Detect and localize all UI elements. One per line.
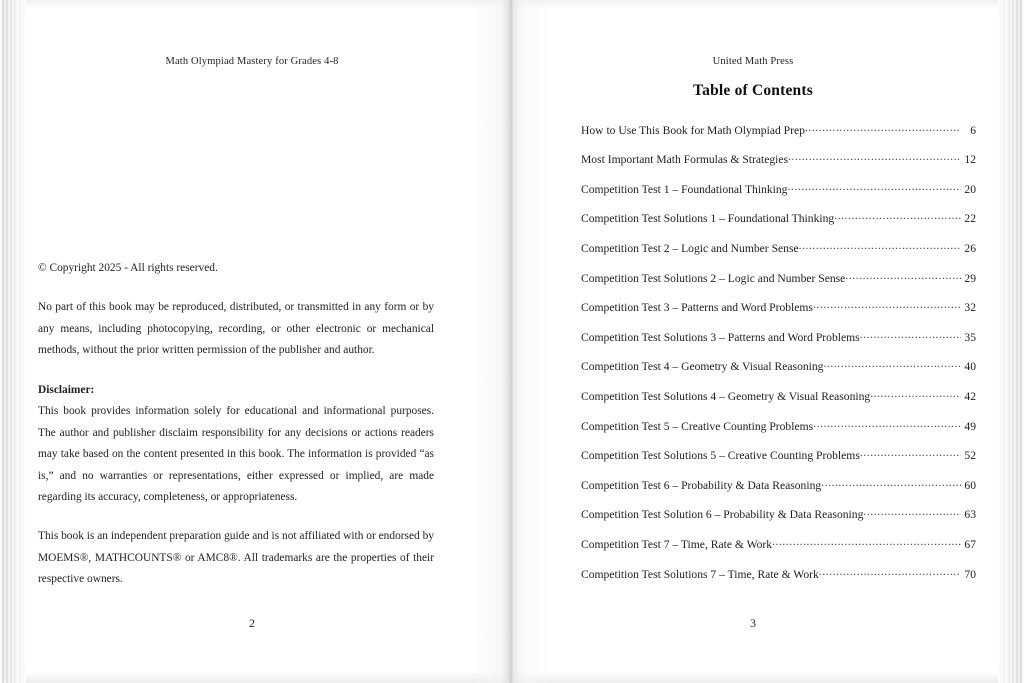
toc-entry-page-number: 70 bbox=[964, 567, 976, 581]
spacer bbox=[38, 362, 434, 380]
toc-dot-leader bbox=[772, 536, 961, 548]
toc-dot-leader bbox=[834, 211, 961, 223]
toc-entry-page-number: 60 bbox=[964, 478, 976, 492]
toc-entry-page-number: 40 bbox=[964, 360, 976, 374]
toc-entry-page-number: 67 bbox=[964, 537, 976, 551]
toc-entry-label: Competition Test Solutions 7 – Time, Rate & Work bbox=[581, 567, 819, 581]
toc-entry-page-number: 52 bbox=[964, 449, 976, 463]
toc-dot-leader bbox=[821, 477, 961, 489]
toc-entry[interactable] bbox=[581, 448, 976, 478]
left-page bbox=[26, 0, 510, 683]
toc-entry[interactable] bbox=[581, 418, 976, 448]
toc-entry-label: Competition Test 6 – Probability & Data Reasoning bbox=[581, 478, 822, 492]
toc-entry-page-number: 35 bbox=[964, 330, 976, 344]
toc-entry-label: Competition Test 5 – Creative Counting Problems bbox=[581, 419, 814, 433]
toc-entry[interactable] bbox=[581, 536, 976, 566]
toc-entry-label: Competition Test 2 – Logic and Number Sense bbox=[581, 241, 799, 255]
toc-dot-leader bbox=[845, 270, 961, 282]
toc-entry-page-number: 6 bbox=[970, 123, 976, 137]
toc-entry-label: Competition Test 1 – Foundational Thinking bbox=[581, 182, 788, 196]
disclaimer-paragraph: This book provides information solely for educational and informational purposes. The author and publisher disclaim responsibility for any decisions or actions readers may take based on the content presented in this book. The information is provided “as is,” and no warranties or representations, either expressed or implied, are made regarding its accuracy, completeness, or appropriateness. bbox=[38, 405, 434, 503]
toc-entry-label: Competition Test Solutions 4 – Geometry & Visual Reasoning bbox=[581, 389, 871, 403]
copyright-legal-block bbox=[38, 258, 434, 591]
spacer bbox=[38, 508, 434, 526]
toc-entry[interactable] bbox=[581, 359, 976, 389]
toc-dot-leader bbox=[799, 240, 961, 252]
toc-entry[interactable] bbox=[581, 329, 976, 359]
toc-entry[interactable] bbox=[581, 300, 976, 330]
toc-entry-label: Competition Test 4 – Geometry & Visual Reasoning bbox=[581, 360, 824, 374]
toc-entry[interactable] bbox=[581, 566, 976, 596]
rights-paragraph: No part of this book may be reproduced, distributed, or transmitted in any form or by any means, including photocopying, recording, or other electronic or mechanical methods, without the prior written permission of the publisher and author. bbox=[38, 301, 434, 357]
page-edge-left-stack bbox=[0, 0, 26, 683]
toc-dot-leader bbox=[863, 507, 961, 519]
table-of-contents-list bbox=[581, 122, 976, 596]
toc-dot-leader bbox=[813, 300, 961, 312]
toc-entry-page-number: 49 bbox=[964, 419, 976, 433]
toc-entry[interactable] bbox=[581, 477, 976, 507]
toc-entry[interactable] bbox=[581, 270, 976, 300]
toc-entry-page-number: 63 bbox=[964, 508, 976, 522]
toc-entry[interactable] bbox=[581, 152, 976, 182]
page-title: Table of Contents bbox=[693, 82, 813, 99]
toc-dot-leader bbox=[819, 566, 961, 578]
disclaimer-heading: Disclaimer: bbox=[38, 383, 95, 396]
toc-entry-label: Competition Test 3 – Patterns and Word Problems bbox=[581, 301, 813, 315]
spacer bbox=[38, 279, 434, 297]
page-edge-right-stack bbox=[998, 0, 1024, 683]
toc-entry-page-number: 32 bbox=[964, 301, 976, 315]
left-page-number: 2 bbox=[249, 616, 255, 630]
right-page bbox=[512, 0, 998, 683]
toc-entry[interactable] bbox=[581, 181, 976, 211]
toc-entry[interactable] bbox=[581, 122, 976, 152]
toc-entry[interactable] bbox=[581, 507, 976, 537]
toc-dot-leader bbox=[860, 329, 961, 341]
toc-entry-label: Competition Test Solutions 2 – Logic and Number Sense bbox=[581, 271, 846, 285]
toc-entry-page-number: 42 bbox=[964, 389, 976, 403]
toc-dot-leader bbox=[870, 388, 961, 400]
toc-entry-label: Competition Test Solution 6 – Probability & Data Reasoning bbox=[581, 508, 864, 522]
toc-entry-page-number: 20 bbox=[964, 182, 976, 196]
toc-entry-label: Competition Test Solutions 5 – Creative Counting Problems bbox=[581, 449, 860, 463]
left-running-head: Math Olympiad Mastery for Grades 4-8 bbox=[165, 56, 339, 67]
toc-entry-label: Competition Test 7 – Time, Rate & Work bbox=[581, 537, 773, 551]
toc-dot-leader bbox=[787, 181, 961, 193]
toc-entry-label: Competition Test Solutions 1 – Foundational Thinking bbox=[581, 212, 835, 226]
toc-dot-leader bbox=[860, 448, 961, 460]
toc-dot-leader bbox=[805, 122, 961, 134]
toc-entry-page-number: 12 bbox=[964, 153, 976, 167]
trademark-paragraph: This book is an independent preparation guide and is not affiliated with or endorsed by MOEMS®, MATHCOUNTS® or AMC8®. All trademarks are the properties of their respective owners. bbox=[38, 530, 434, 586]
toc-entry-label: Competition Test Solutions 3 – Patterns and Word Problems bbox=[581, 330, 860, 344]
toc-entry[interactable] bbox=[581, 240, 976, 270]
toc-dot-leader bbox=[813, 418, 961, 430]
toc-entry-label: How to Use This Book for Math Olympiad Prep bbox=[581, 123, 805, 137]
toc-entry-label: Most Important Math Formulas & Strategies bbox=[581, 153, 789, 167]
toc-entry[interactable] bbox=[581, 211, 976, 241]
toc-dot-leader bbox=[788, 152, 961, 164]
toc-dot-leader bbox=[823, 359, 961, 371]
toc-entry-page-number: 29 bbox=[964, 271, 976, 285]
copyright-line: © Copyright 2025 - All rights reserved. bbox=[38, 262, 218, 274]
right-page-number: 3 bbox=[750, 616, 756, 630]
toc-entry[interactable] bbox=[581, 388, 976, 418]
toc-entry-page-number: 26 bbox=[964, 241, 976, 255]
right-running-head: United Math Press bbox=[712, 56, 794, 67]
toc-entry-page-number: 22 bbox=[964, 212, 976, 226]
